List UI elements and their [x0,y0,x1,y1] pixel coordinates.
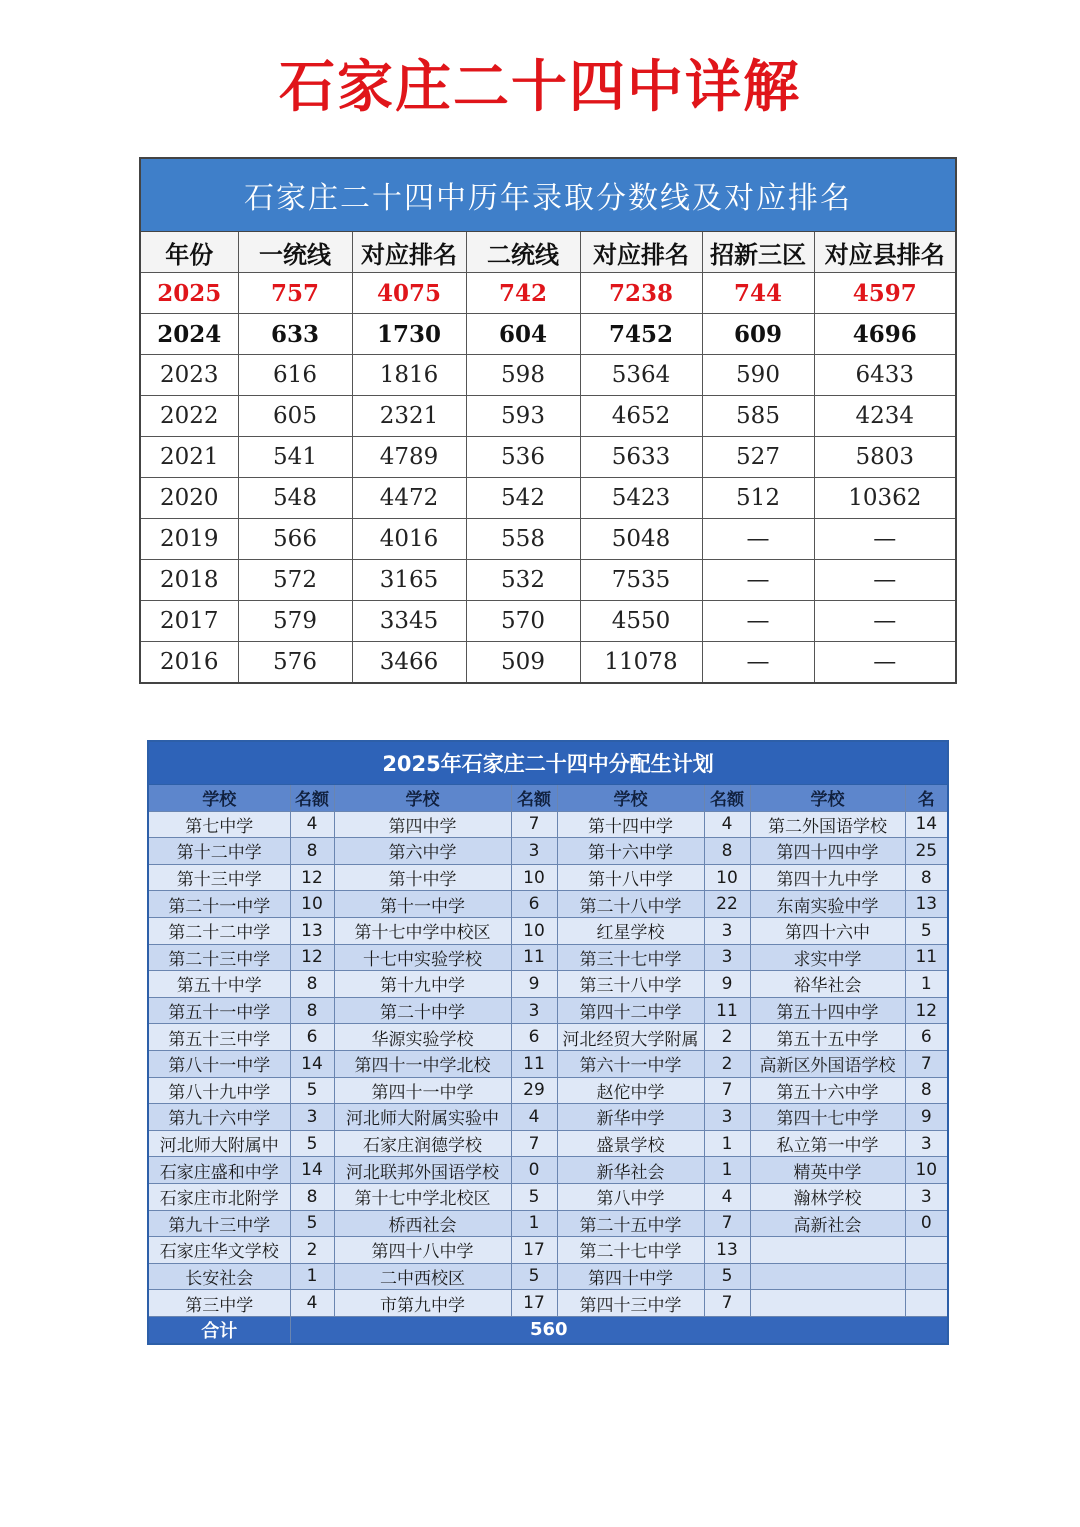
score-table-cell: 11078 [580,642,702,684]
score-table-cell: 3165 [352,560,466,601]
allocation-table-cell: 河北联邦外国语学校 [334,1157,511,1184]
allocation-table-cell: 东南实验中学 [750,891,905,918]
score-table-cell: 527 [702,437,814,478]
allocation-table-cell: 8 [290,838,334,865]
allocation-table-title: 2025年石家庄二十四中分配生计划 [148,741,948,785]
allocation-table-cell: 11 [704,997,750,1024]
allocation-table-cell: 瀚林学校 [750,1183,905,1210]
allocation-table-cell [905,1263,948,1290]
allocation-table-cell: 第二十二中学 [148,917,290,944]
allocation-table-cell: 7 [704,1290,750,1317]
score-table-cell: 5423 [580,478,702,519]
score-table-header-cell: 一统线 [238,232,352,273]
allocation-table-cell: 第四十八中学 [334,1237,511,1264]
allocation-table-cell: 8 [905,1077,948,1104]
allocation-table-cell: 14 [290,1050,334,1077]
allocation-table-cell: 市第九中学 [334,1290,511,1317]
score-table-cell: 593 [466,396,580,437]
allocation-table-cell: 5 [290,1210,334,1237]
allocation-table-cell: 桥西社会 [334,1210,511,1237]
allocation-table-cell: 8 [905,864,948,891]
score-table-cell: 2017 [140,601,238,642]
allocation-table-cell: 3 [704,917,750,944]
allocation-table-cell: 12 [290,944,334,971]
allocation-table-cell: 8 [290,997,334,1024]
allocation-table-cell: 17 [511,1290,557,1317]
allocation-table-row [148,1237,948,1264]
allocation-table-cell: 11 [511,944,557,971]
score-table-cell: 2024 [140,314,238,355]
score-table-cell: 4234 [814,396,956,437]
allocation-table-cell: 10 [905,1157,948,1184]
allocation-table-cell: 新华中学 [557,1104,704,1131]
allocation-table-cell: 7 [905,1050,948,1077]
score-table-header-cell: 对应县排名 [814,232,956,273]
allocation-table-cell: 14 [290,1157,334,1184]
score-table-cell: — [702,601,814,642]
allocation-table-header-cell: 名额 [511,785,557,812]
score-table-cell: 5048 [580,519,702,560]
allocation-table-row [148,864,948,891]
score-table-cell: — [702,642,814,684]
allocation-table-cell: 第四十六中 [750,917,905,944]
allocation-table-cell: 17 [511,1237,557,1264]
allocation-table-cell: 长安社会 [148,1263,290,1290]
allocation-table-cell [750,1237,905,1264]
allocation-table-cell: 红星学校 [557,917,704,944]
allocation-table-body [148,785,948,1344]
allocation-table-cell: 十七中实验学校 [334,944,511,971]
allocation-table-cell: 3 [704,1104,750,1131]
allocation-table-cell: 第三十七中学 [557,944,704,971]
score-table-header-cell: 二统线 [466,232,580,273]
allocation-table-cell: 赵佗中学 [557,1077,704,1104]
allocation-table-row [148,971,948,998]
allocation-table-cell: 12 [290,864,334,891]
score-table-row [140,560,956,601]
score-table-cell: 4075 [352,273,466,314]
score-table-cell: 542 [466,478,580,519]
allocation-table-header-cell: 学校 [148,785,290,812]
total-value: 560 [290,1316,948,1344]
score-table-cell: 579 [238,601,352,642]
score-table-cell: 4789 [352,437,466,478]
allocation-table-cell: 河北师大附属实验中 [334,1104,511,1131]
score-table-cell: 572 [238,560,352,601]
score-table-cell: 5633 [580,437,702,478]
score-table-cell: 4652 [580,396,702,437]
allocation-table-cell: 第四十二中学 [557,997,704,1024]
allocation-table-cell: 3 [511,838,557,865]
score-table-cell: 2020 [140,478,238,519]
allocation-table-cell: 7 [511,1130,557,1157]
score-table-header-cell: 年份 [140,232,238,273]
allocation-table-cell: 3 [704,944,750,971]
allocation-table-cell: 石家庄盛和中学 [148,1157,290,1184]
score-table-cell: 2018 [140,560,238,601]
allocation-table-cell: 1 [704,1130,750,1157]
score-table-cell: 558 [466,519,580,560]
allocation-table-cell: 第四十七中学 [750,1104,905,1131]
score-table-row [140,396,956,437]
score-table-cell: — [702,560,814,601]
allocation-table-cell: 5 [511,1183,557,1210]
allocation-table-cell: 第五十一中学 [148,997,290,1024]
allocation-table-cell: 第八中学 [557,1183,704,1210]
score-table-cell: 566 [238,519,352,560]
score-table-row [140,519,956,560]
allocation-table-cell: 精英中学 [750,1157,905,1184]
score-table-header-cell: 对应排名 [580,232,702,273]
score-table-cell: 604 [466,314,580,355]
allocation-table-cell: 5 [511,1263,557,1290]
score-table-cell: 2321 [352,396,466,437]
allocation-table-row [148,838,948,865]
allocation-table-cell: 6 [511,891,557,918]
allocation-table-cell: 0 [905,1210,948,1237]
allocation-table-cell: 1 [290,1263,334,1290]
score-table-cell: 4016 [352,519,466,560]
allocation-table-cell: 10 [290,891,334,918]
allocation-table-cell: 第四十一中学北校 [334,1050,511,1077]
allocation-table-cell: 10 [511,917,557,944]
score-table-cell: 7535 [580,560,702,601]
score-table-cell: 10362 [814,478,956,519]
allocation-table-cell: 裕华社会 [750,971,905,998]
allocation-table-cell: 5 [290,1077,334,1104]
allocation-table-cell: 石家庄市北附学 [148,1183,290,1210]
allocation-table-row [148,1050,948,1077]
allocation-table-row [148,1077,948,1104]
score-table-row [140,273,956,314]
score-table-cell: 616 [238,355,352,396]
allocation-table-row [148,917,948,944]
allocation-table-cell: 二中西校区 [334,1263,511,1290]
score-table-cell: 541 [238,437,352,478]
allocation-table-cell: 第十二中学 [148,838,290,865]
allocation-table-cell: 7 [704,1077,750,1104]
allocation-table-row [148,811,948,838]
allocation-table-cell: 第四十四中学 [750,838,905,865]
allocation-table-cell: 5 [290,1130,334,1157]
allocation-table-cell: 第十四中学 [557,811,704,838]
allocation-table-cell: 8 [290,1183,334,1210]
allocation-table-header-cell: 学校 [557,785,704,812]
score-table-header-row [140,232,956,273]
allocation-table-cell: 第四十九中学 [750,864,905,891]
allocation-table-cell: 第五十五中学 [750,1024,905,1051]
score-table-row [140,314,956,355]
allocation-table-cell: 第九十三中学 [148,1210,290,1237]
allocation-table-cell: 6 [290,1024,334,1051]
allocation-table-cell: 第五十六中学 [750,1077,905,1104]
score-table-cell: — [814,601,956,642]
score-table-cell: — [814,560,956,601]
allocation-table-cell: 25 [905,838,948,865]
allocation-table-cell: 第四十一中学 [334,1077,511,1104]
allocation-table-cell: 6 [905,1024,948,1051]
allocation-table-cell: 第十九中学 [334,971,511,998]
allocation-table-cell: 河北师大附属中 [148,1130,290,1157]
allocation-table-cell: 4 [704,811,750,838]
allocation-table-cell: 0 [511,1157,557,1184]
allocation-table-cell: 2 [704,1050,750,1077]
score-table-cell: 3345 [352,601,466,642]
score-table-cell: 4472 [352,478,466,519]
allocation-table-cell: 高新区外国语学校 [750,1050,905,1077]
score-table-cell: 536 [466,437,580,478]
allocation-table-cell: 新华社会 [557,1157,704,1184]
allocation-table-row [148,1104,948,1131]
score-table-cell: 2021 [140,437,238,478]
score-table-cell: 5803 [814,437,956,478]
score-table-row [140,478,956,519]
allocation-table-cell: 第六中学 [334,838,511,865]
allocation-table-cell: 9 [511,971,557,998]
allocation-table-header-cell: 名额 [704,785,750,812]
allocation-table-cell: 求实中学 [750,944,905,971]
score-table-cell: 4550 [580,601,702,642]
allocation-table-row [148,1024,948,1051]
allocation-table-cell [905,1290,948,1317]
allocation-table-cell: 石家庄润德学校 [334,1130,511,1157]
allocation-table-header-cell: 学校 [334,785,511,812]
total-label: 合计 [148,1316,290,1344]
score-table-cell: 598 [466,355,580,396]
allocation-table-cell: 第五十四中学 [750,997,905,1024]
allocation-table-cell: 1 [704,1157,750,1184]
score-table-row [140,437,956,478]
allocation-table-cell: 第三十八中学 [557,971,704,998]
score-table-body [140,232,956,684]
allocation-table-cell: 22 [704,891,750,918]
allocation-table-cell: 第六十一中学 [557,1050,704,1077]
allocation-table-cell: 12 [905,997,948,1024]
allocation-table-cell: 河北经贸大学附属 [557,1024,704,1051]
score-table-cell: 2022 [140,396,238,437]
allocation-table-header-cell: 学校 [750,785,905,812]
allocation-table-cell: 13 [905,891,948,918]
score-table-cell: 512 [702,478,814,519]
allocation-table-cell: 第九十六中学 [148,1104,290,1131]
score-table-cell: — [814,642,956,684]
allocation-table-cell: 5 [704,1263,750,1290]
allocation-table-cell: 第二十一中学 [148,891,290,918]
score-table-cell: 605 [238,396,352,437]
allocation-table-row [148,891,948,918]
allocation-table-cell: 4 [290,811,334,838]
allocation-table-cell: 第十八中学 [557,864,704,891]
allocation-table-cell: 5 [905,917,948,944]
score-table-header-cell: 招新三区 [702,232,814,273]
allocation-table-cell: 9 [704,971,750,998]
score-table-cell: 6433 [814,355,956,396]
score-table-cell: 576 [238,642,352,684]
score-table-cell: 3466 [352,642,466,684]
allocation-table-cell: 第四十中学 [557,1263,704,1290]
allocation-table-cell: 8 [704,838,750,865]
allocation-table-cell: 第二十五中学 [557,1210,704,1237]
score-table-cell: 5364 [580,355,702,396]
allocation-table-cell: 第十中学 [334,864,511,891]
allocation-table-cell: 盛景学校 [557,1130,704,1157]
allocation-table-cell: 1 [511,1210,557,1237]
score-table-cell: 2025 [140,273,238,314]
allocation-table-cell: 7 [704,1210,750,1237]
score-table-cell: 744 [702,273,814,314]
allocation-table-cell: 3 [905,1183,948,1210]
score-table-cell: 2016 [140,642,238,684]
allocation-table-cell: 第八十一中学 [148,1050,290,1077]
allocation-table-row [148,1157,948,1184]
score-table-cell: 509 [466,642,580,684]
allocation-table-row [148,1210,948,1237]
allocation-table-cell: 11 [905,944,948,971]
score-table-row [140,601,956,642]
allocation-table-cell: 3 [511,997,557,1024]
allocation-table-cell: 13 [290,917,334,944]
allocation-table-row [148,1263,948,1290]
allocation-table-cell: 第十六中学 [557,838,704,865]
score-table-cell: 2019 [140,519,238,560]
allocation-table-cell: 29 [511,1077,557,1104]
allocation-table-cell: 第十七中学北校区 [334,1183,511,1210]
allocation-table-cell: 华源实验学校 [334,1024,511,1051]
allocation-table-header-cell: 名 [905,785,948,812]
allocation-table-cell: 4 [511,1104,557,1131]
score-table-cell: 532 [466,560,580,601]
score-table-row [140,642,956,684]
allocation-table-cell: 第七中学 [148,811,290,838]
allocation-table-cell: 2 [704,1024,750,1051]
allocation-table-cell: 4 [290,1290,334,1317]
allocation-table-cell: 3 [290,1104,334,1131]
allocation-table-cell: 1 [905,971,948,998]
allocation-table-row [148,1290,948,1317]
allocation-table-total-row [148,1316,948,1344]
allocation-table-cell: 10 [704,864,750,891]
score-table-cell: 609 [702,314,814,355]
score-table-cell: 585 [702,396,814,437]
allocation-table-cell: 第八十九中学 [148,1077,290,1104]
allocation-table [147,740,949,1345]
allocation-table-header-cell: 名额 [290,785,334,812]
allocation-table-cell: 11 [511,1050,557,1077]
allocation-table-row [148,997,948,1024]
allocation-table-cell: 8 [290,971,334,998]
score-table-cell: 548 [238,478,352,519]
allocation-table-cell [905,1237,948,1264]
allocation-table-cell: 第四中学 [334,811,511,838]
allocation-table-cell: 4 [704,1183,750,1210]
allocation-table-cell: 6 [511,1024,557,1051]
page-title: 石家庄二十四中详解 [279,55,801,120]
score-table-cell: 742 [466,273,580,314]
score-table-cell: — [814,519,956,560]
allocation-table-cell: 第二外国语学校 [750,811,905,838]
allocation-table-cell: 第二十八中学 [557,891,704,918]
allocation-table-cell: 高新社会 [750,1210,905,1237]
allocation-table-cell: 13 [704,1237,750,1264]
score-table-title: 石家庄二十四中历年录取分数线及对应排名 [140,158,956,232]
allocation-table-cell: 第五十中学 [148,971,290,998]
score-table-cell: 590 [702,355,814,396]
score-table-cell: 7452 [580,314,702,355]
score-table-header-cell: 对应排名 [352,232,466,273]
allocation-table-cell: 第十一中学 [334,891,511,918]
allocation-table-cell: 第二十中学 [334,997,511,1024]
allocation-table-cell: 9 [905,1104,948,1131]
allocation-table-cell: 第十七中学中校区 [334,917,511,944]
score-table-cell: 2023 [140,355,238,396]
score-table-cell: 757 [238,273,352,314]
allocation-table-cell: 3 [905,1130,948,1157]
score-table [139,157,957,684]
allocation-table-cell: 10 [511,864,557,891]
allocation-table-cell: 第五十三中学 [148,1024,290,1051]
allocation-table-cell: 第四十三中学 [557,1290,704,1317]
allocation-table-cell: 石家庄华文学校 [148,1237,290,1264]
allocation-table-cell: 第二十三中学 [148,944,290,971]
score-table-cell: — [702,519,814,560]
allocation-table-cell [750,1290,905,1317]
allocation-table-row [148,1130,948,1157]
allocation-table-cell: 第十三中学 [148,864,290,891]
score-table-cell: 570 [466,601,580,642]
score-table-row [140,355,956,396]
score-table-cell: 7238 [580,273,702,314]
score-table-cell: 1816 [352,355,466,396]
allocation-table-cell [750,1263,905,1290]
allocation-table-cell: 14 [905,811,948,838]
score-table-cell: 633 [238,314,352,355]
allocation-table-cell: 第三中学 [148,1290,290,1317]
allocation-table-cell: 2 [290,1237,334,1264]
allocation-table-cell: 7 [511,811,557,838]
score-table-cell: 4696 [814,314,956,355]
score-table-cell: 4597 [814,273,956,314]
allocation-table-cell: 第二十七中学 [557,1237,704,1264]
allocation-table-row [148,944,948,971]
allocation-table-header-row [148,785,948,812]
score-table-cell: 1730 [352,314,466,355]
allocation-table-cell: 私立第一中学 [750,1130,905,1157]
allocation-table-row [148,1183,948,1210]
